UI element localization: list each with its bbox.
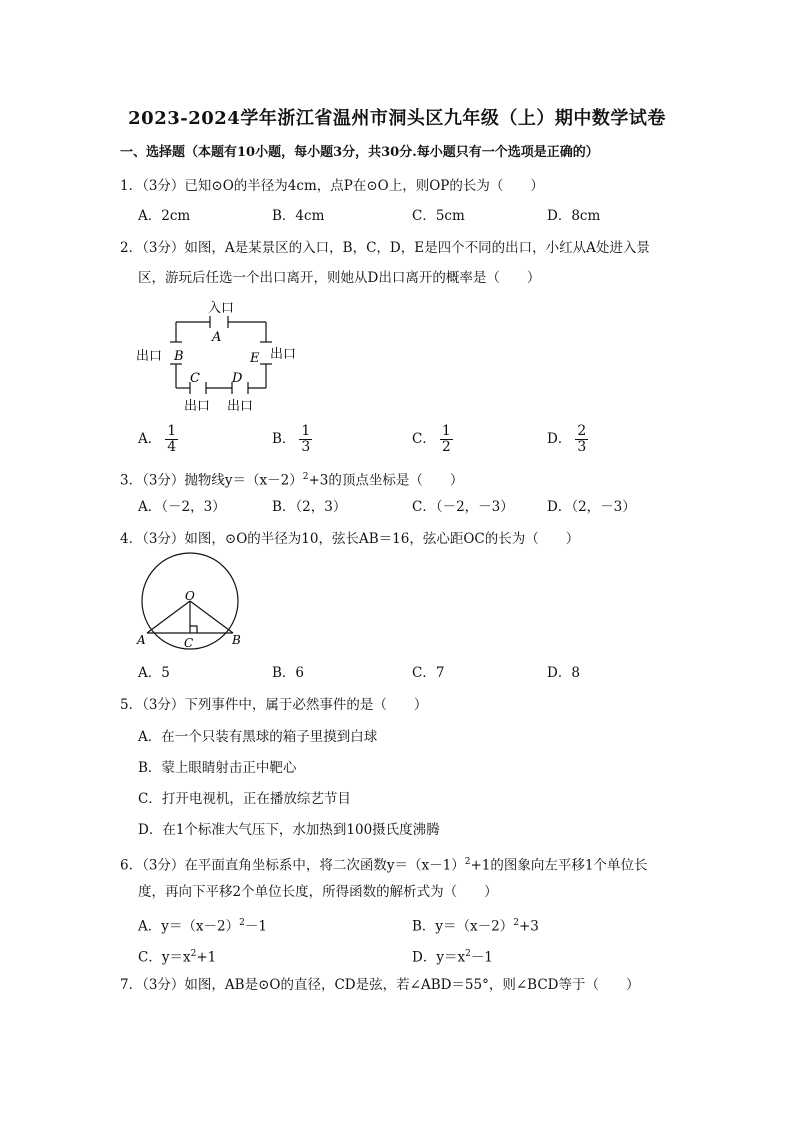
fraction: $\frac{1}{2}$: [441, 423, 451, 455]
q3-option-b: B．（2，3）: [272, 499, 347, 515]
q6-option-b: B．$y=(x-2)^2+3$: [412, 918, 539, 935]
question-2-stem-line2: 区，游玩后任选一个出口离开，则她从D出口离开的概率是（ ）: [138, 270, 541, 286]
q6-option-a: A．$y=(x-2)^2-1$: [138, 918, 267, 935]
exit-e-label: 出口: [270, 347, 297, 362]
q3-option-c: C．（－2，－3）: [412, 499, 514, 515]
q3-option-a: A．（－2，3）: [138, 499, 226, 515]
question-1-stem: 1．（3分）已知⊙O的半径为4cm，点P在⊙O上，则OP的长为（ ）: [120, 178, 544, 194]
question-3-stem: 3．（3分）抛物线$y=(x-2)^2+3$的顶点坐标是（ ）: [120, 472, 464, 489]
question-6-stem-line2: 度，再向下平移2个单位长度，所得函数的解析式为（ ）: [138, 884, 498, 900]
exit-c-label: 出口: [184, 399, 211, 414]
exit-d-label: 出口: [227, 399, 254, 414]
q3-option-d: D．（2，－3）: [547, 499, 636, 515]
fraction: $\frac{1}{3}$: [301, 423, 311, 455]
q6-option-d: D．$y=x^2-1$: [412, 949, 493, 966]
point-b-label: B: [232, 633, 241, 647]
fraction: $\frac{1}{4}$: [167, 423, 177, 455]
point-b-label: B: [174, 349, 184, 364]
section-heading: 一、选择题（本题有10小题，每小题3分，共30分.每小题只有一个选项是正确的）: [120, 145, 599, 160]
q5-option-a: A．在一个只装有黑球的箱子里摸到白球: [138, 729, 378, 745]
q4-option-b: B．6: [272, 665, 305, 681]
q2-option-a: A． $\frac{1}{4}$: [138, 423, 177, 455]
fraction: $\frac{2}{3}$: [577, 423, 587, 455]
q5-option-d: D．在1个标准大气压下，水加热到100摄氏度沸腾: [138, 822, 440, 838]
q4-option-c: C．7: [412, 665, 445, 681]
point-a-label: A: [137, 633, 146, 647]
q1-option-d: D．8cm: [547, 208, 601, 224]
point-e-label: E: [250, 351, 260, 366]
page-title: 2023-2024学年浙江省温州市洞头区九年级（上）期中数学试卷: [128, 108, 666, 129]
q2-option-d: D． $\frac{2}{3}$: [547, 423, 587, 455]
q1-option-a: A．2cm: [138, 208, 191, 224]
q4-option-d: D．8: [547, 665, 580, 681]
q5-option-b: B．蒙上眼睛射击正中靶心: [138, 760, 297, 776]
q2-option-b: B． $\frac{1}{3}$: [272, 423, 311, 455]
question-2-stem-line1: 2．（3分）如图，A是某景区的入口，B，C，D，E是四个不同的出口，小红从A处进入景: [120, 240, 650, 256]
question-5-stem: 5．（3分）下列事件中，属于必然事件的是（ ）: [120, 697, 428, 713]
question-7-stem: 7．（3分）如图，AB是⊙O的直径，CD是弦，若∠ABD＝55°，则∠BCD等于（ ）: [120, 977, 640, 993]
q5-option-c: C．打开电视机，正在播放综艺节目: [138, 791, 351, 807]
entrance-label: 入口: [208, 301, 235, 316]
question-6-stem-line1: 6．（3分）在平面直角坐标系中，将二次函数$y=(x-1)^2+1$的图象向左平移1个单位长: [120, 857, 648, 874]
point-a-label: A: [212, 330, 222, 345]
question-4-stem: 4．（3分）如图，⊙O的半径为10，弦长AB＝16，弦心距OC的长为（ ）: [120, 531, 580, 547]
scenic-area-figure: [132, 296, 312, 416]
exit-b-label: 出口: [136, 349, 163, 364]
q2-option-c: C． $\frac{1}{2}$: [412, 423, 451, 455]
q1-option-c: C．5cm: [412, 208, 465, 224]
point-c-label: C: [184, 636, 194, 650]
point-o-label: O: [185, 589, 195, 603]
circle-chord-figure: [134, 552, 246, 652]
point-c-label: C: [190, 371, 200, 386]
q6-option-c: C．$y=x^2+1$: [138, 949, 217, 966]
q4-option-a: A．5: [138, 665, 170, 681]
point-d-label: D: [232, 371, 243, 386]
q1-option-b: B．4cm: [272, 208, 325, 224]
